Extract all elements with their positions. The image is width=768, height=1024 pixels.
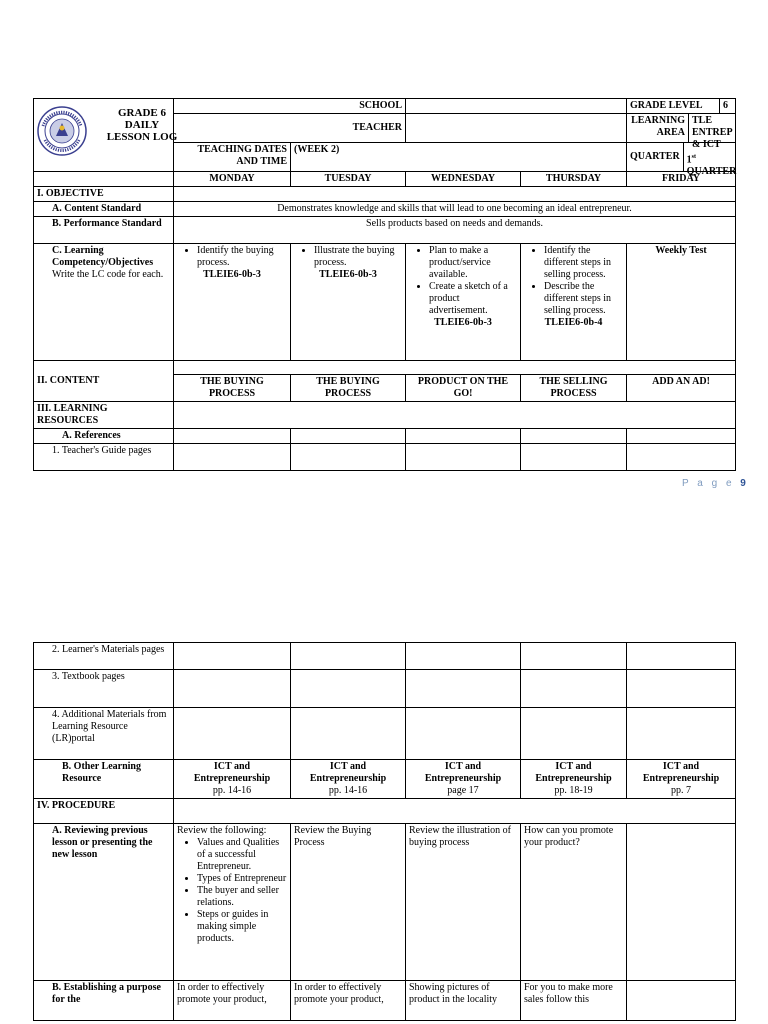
table-cell — [174, 444, 291, 471]
teaching-dates-label: TEACHING DATES AND TIME — [174, 143, 291, 172]
grade-level-cell — [627, 99, 736, 114]
content-thursday: THE SELLING PROCESS — [521, 375, 627, 402]
table-cell — [627, 429, 736, 444]
table-cell — [627, 444, 736, 471]
resource-pages: pp. 14-16 — [328, 785, 368, 796]
references-label: A. References — [34, 429, 174, 444]
content-spacer — [174, 361, 736, 375]
table-cell — [627, 643, 736, 670]
table-cell — [174, 708, 291, 760]
lesson-log-table-page1 — [33, 98, 736, 471]
week-value: (WEEK 2) — [291, 143, 627, 172]
other-resource-tuesday — [291, 760, 406, 799]
list-item: • Plan to make a product/service available. — [429, 245, 517, 281]
table-cell — [174, 429, 291, 444]
list-item: • Steps or guides in making simple products. — [197, 909, 287, 945]
procedure-label: IV. PROCEDURE — [34, 799, 174, 824]
resource-title: ICT and Entrepreneurship — [535, 761, 612, 784]
content-friday: ADD AN AD! — [627, 375, 736, 402]
list-item: • Describe the different steps in selling process. — [544, 281, 623, 317]
table-cell — [406, 444, 521, 471]
day-tuesday: TUESDAY — [291, 172, 406, 187]
procedure-b-wednesday: Showing pictures of product in the locality — [406, 981, 521, 1021]
competency-wednesday — [406, 244, 521, 361]
list-item: • Identify the different steps in selling process. — [544, 245, 623, 281]
school-label: SCHOOL — [174, 99, 406, 114]
list-item: • Values and Qualities of a successful Entrepreneur. — [197, 837, 287, 873]
table-cell — [627, 670, 736, 708]
lc-code: TLEIE6-0b-3 — [319, 269, 377, 280]
dll-label: DAILY LESSON LOG — [106, 119, 178, 143]
resource-pages: pp. 18-19 — [554, 785, 593, 796]
competency-cell — [34, 244, 174, 361]
content-wednesday: PRODUCT ON THE GO! — [406, 375, 521, 402]
grade-title: GRADE 6 — [118, 107, 166, 119]
teacher-label: TEACHER — [174, 114, 406, 143]
procedure-a-label: A. Reviewing previous lesson or presenting the new lesson — [34, 824, 174, 981]
procedure-b-friday — [627, 981, 736, 1021]
table-cell — [291, 708, 406, 760]
list-item: • Types of Entrepreneur — [197, 873, 287, 885]
deped-logo-cell — [34, 99, 178, 172]
school-value[interactable] — [406, 99, 627, 114]
competency-tuesday — [291, 244, 406, 361]
content-label: II. CONTENT — [34, 361, 174, 402]
table-cell — [521, 670, 627, 708]
lc-code: TLEIE6-0b-3 — [434, 317, 492, 328]
procedure-blank — [174, 799, 736, 824]
list-item: • Identify the buying process. — [197, 245, 287, 269]
competency-thursday — [521, 244, 627, 361]
learning-resources-label: III. LEARNING RESOURCES — [34, 402, 174, 429]
list-item: • Create a sketch of a product advertisement. — [429, 281, 517, 317]
day-monday: MONDAY — [174, 172, 291, 187]
day-friday: FRIDAY — [627, 172, 736, 187]
competency-friday: Weekly Test — [627, 244, 736, 361]
other-resource-friday — [627, 760, 736, 799]
resource-title: ICT and Entrepreneurship — [193, 761, 271, 784]
performance-standard-label: B. Performance Standard — [34, 217, 174, 244]
table-cell — [521, 444, 627, 471]
procedure-a-monday — [174, 824, 291, 981]
resource-title: ICT and Entrepreneurship — [642, 761, 720, 784]
other-resource-monday — [174, 760, 291, 799]
teachers-guide-label: 1. Teacher's Guide pages — [34, 444, 174, 471]
grade-level-value: 6 — [723, 100, 729, 111]
learning-area-label: LEARNING AREA — [627, 114, 689, 142]
competency-label: C. Learning Competency/Objectives — [52, 245, 154, 268]
table-cell — [521, 429, 627, 444]
resource-pages: pp. 7 — [671, 785, 691, 796]
procedure-a-wednesday: Review the illustration of buying process — [406, 824, 521, 981]
table-cell — [291, 643, 406, 670]
table-cell — [627, 708, 736, 760]
lc-code: TLEIE6-0b-4 — [544, 317, 603, 328]
table-cell — [521, 643, 627, 670]
table-cell — [174, 670, 291, 708]
learners-materials-label: 2. Learner's Materials pages — [34, 643, 174, 670]
table-cell — [291, 429, 406, 444]
dll-title — [104, 107, 180, 143]
page-number-value: 9 — [740, 478, 746, 489]
other-resource-wednesday — [406, 760, 521, 799]
list-item: • The buyer and seller relations. — [197, 885, 287, 909]
content-standard-value: Demonstrates knowledge and skills that will lead to one becoming an ideal entrepreneur. — [174, 202, 736, 217]
textbook-label: 3. Textbook pages — [34, 670, 174, 708]
table-cell — [521, 708, 627, 760]
day-wednesday: WEDNESDAY — [406, 172, 521, 187]
list-item: • Illustrate the buying process. — [314, 245, 402, 269]
page-word: P a g e — [682, 478, 735, 489]
lc-code: TLEIE6-0b-3 — [203, 269, 261, 280]
procedure-b-monday: In order to effectively promote your product, — [174, 981, 291, 1021]
procedure-b-tuesday: In order to effectively promote your product, — [291, 981, 406, 1021]
procedure-a-thursday: How can you promote your product? — [521, 824, 627, 981]
page-number — [682, 478, 746, 489]
procedure-a-tuesday: Review the Buying Process — [291, 824, 406, 981]
resource-title: ICT and Entrepreneurship — [309, 761, 387, 784]
learning-resources-blank — [174, 402, 736, 429]
content-standard-label: A. Content Standard — [34, 202, 174, 217]
resource-pages: pp. 14-16 — [212, 785, 252, 796]
competency-note: Write the LC code for each. — [52, 269, 164, 280]
objective-blank — [174, 187, 736, 202]
table-cell — [174, 643, 291, 670]
grade-level-label: GRADE LEVEL — [627, 99, 720, 113]
other-resources-label: B. Other Learning Resource — [34, 760, 174, 799]
teacher-value[interactable] — [406, 114, 627, 143]
resource-title: ICT and Entrepreneurship — [424, 761, 502, 784]
procedure-b-thursday: For you to make more sales follow this — [521, 981, 627, 1021]
other-resource-thursday — [521, 760, 627, 799]
quarter-label: QUARTER — [627, 143, 684, 171]
quarter-value: 1st QUARTER — [686, 154, 737, 178]
table-cell — [291, 670, 406, 708]
procedure-a-friday — [627, 824, 736, 981]
additional-materials-label: 4. Additional Materials from Learning Resource (LR)portal — [34, 708, 174, 760]
table-cell — [406, 670, 521, 708]
day-thursday: THURSDAY — [521, 172, 627, 187]
deped-seal-icon — [37, 106, 87, 156]
learning-area-cell — [627, 114, 736, 150]
resource-pages: page 17 — [447, 785, 479, 796]
review-intro: Review the following: — [177, 825, 267, 836]
performance-standard-value: Sells products based on needs and demands. — [174, 217, 736, 244]
table-cell — [291, 444, 406, 471]
days-header-blank — [34, 172, 174, 187]
objective-label: I. OBJECTIVE — [34, 187, 174, 202]
learning-area-value: TLE ENTREP & ICT — [692, 115, 733, 150]
quarter-cell — [627, 143, 737, 178]
table-cell — [406, 643, 521, 670]
table-cell — [406, 429, 521, 444]
lesson-log-table-page2 — [33, 642, 736, 1021]
content-monday: THE BUYING PROCESS — [174, 375, 291, 402]
competency-monday — [174, 244, 291, 361]
content-tuesday: THE BUYING PROCESS — [291, 375, 406, 402]
procedure-b-label: B. Establishing a purpose for the — [34, 981, 174, 1021]
table-cell — [406, 708, 521, 760]
